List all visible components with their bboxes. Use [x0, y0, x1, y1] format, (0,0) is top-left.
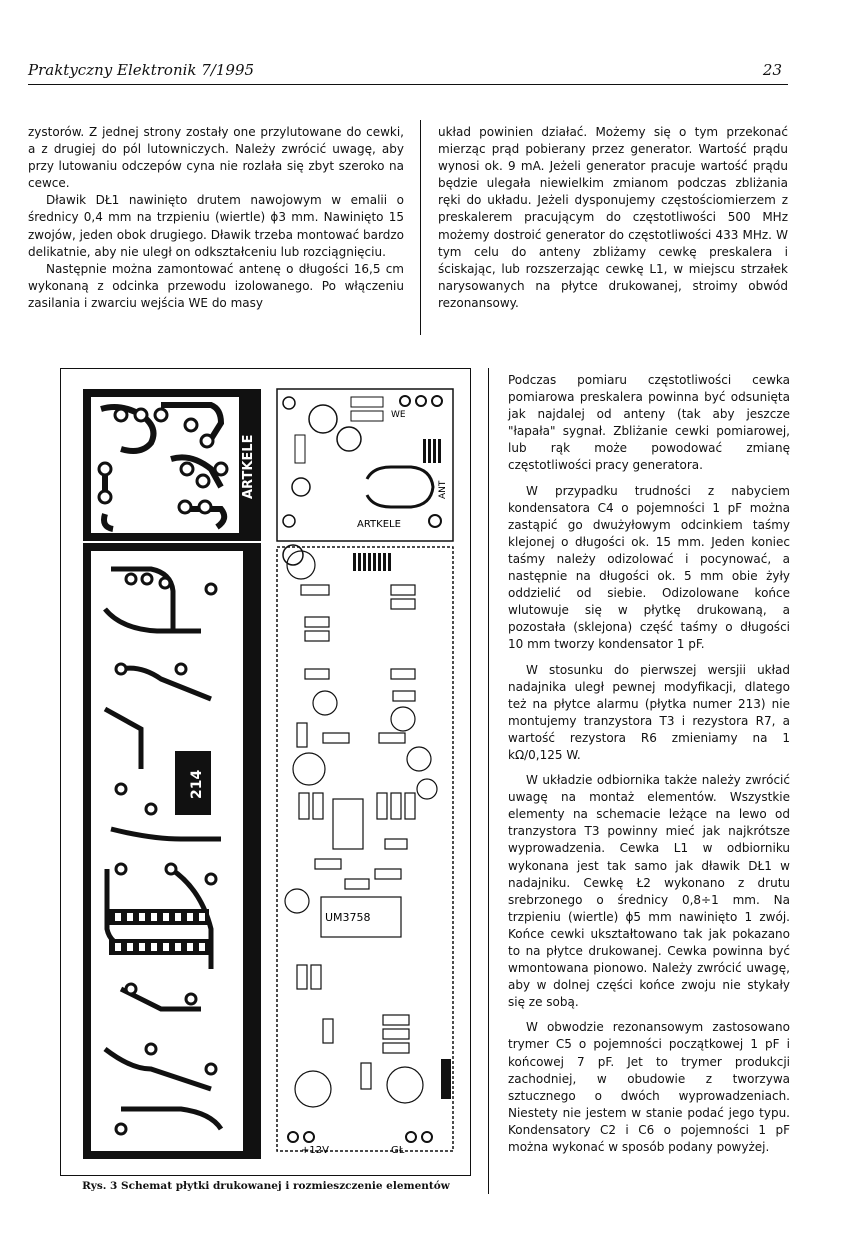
paragraph: Dławik DŁ1 nawinięto drutem nawojowym w emalii o średnicy 0,4 mm na trzpieniu (wiertle) ϕ3 mm. Nawinięto 15 zwojów, jeden obok drugiego. Dławik trzeba montować bardzo delikatnie, aby nie uległ on odkształceniu lub rozciągnięciu. — [28, 193, 404, 259]
small-component-layout — [277, 389, 453, 541]
large-board-label: 214 — [189, 769, 205, 799]
paragraph: zystorów. Z jednej strony zostały one przylutowane do cewki, a z drugiej do pól lutowniczych. Należy zwrócić uwagę, aby przy lutowaniu odczepów cyna nie rozlała się zbyt szeroko na cewce. — [28, 125, 404, 191]
supply-label: +12V — [301, 1145, 329, 1156]
paragraph: W układzie odbiornika także należy zwrócić uwagę na montaż elementów. Wszystkie elementy na schemacie leżące na lewo od tranzystora T3 powinny mieć jak najkrótsze wyprowadzenia. Cewka L1 w odbiorniku wykonana jest tak samo jak dławik DŁ1 w nadajniku. Cewkę Ł2 wykonano z drutu srebrzonego o średnicy 0,8÷1 mm. Na trzpieniu (wiertle) ϕ5 mm nawinięto 1 zwój. Końce cewki ukształtowano tak jak pokazano to na płytce drukowanej. Cewka powinna być wmontowana pionowo. Należy zwrócić uwagę, aby w dolnej części końce zwoju nie stykały się ze sobą. — [508, 773, 790, 1010]
header-rule — [28, 84, 788, 85]
top-we-label: WE — [391, 410, 406, 420]
layout-artkele-label: ARTKELE — [357, 519, 401, 530]
top-ant-label: ANT — [438, 480, 448, 499]
pcb-figure — [60, 368, 471, 1176]
left-text-column — [28, 124, 404, 312]
paragraph: W obwodzie rezonansowym zastosowano trymer C5 o pojemności początkowej 1 pF i końcowej 7 pF. Jet to trymer produkcji zachodniej, w obudowie z tworzywa sztucznego o dwóch wyprowadzeniach. Niestety nie jestem w stanie podać jego typu. Kondensatory C2 i C6 o pojemności 1 pF można wykonać w sposób podany powyżej. — [508, 1020, 790, 1155]
large-pcb-board — [83, 543, 261, 1159]
gl-label: GŁ — [391, 1145, 405, 1156]
right-text-column — [438, 124, 788, 312]
paragraph: Następnie można zamontować antenę o długości 16,5 cm wykonaną z odcinka przewodu izolowanego. Po włączeniu zasilania i zwarciu wejścia WE do masy — [28, 261, 404, 310]
paragraph: W stosunku do pierwszej wersjii układ nadajnika uległ pewnej modyfikacji, dlatego też na płytce alarmu (płytka numer 213) nie montujemy tranzystora T3 i rezystora R7, a wartość rezystora R6 zmieniamy na 1 kΩ/0,125 W. — [508, 662, 790, 762]
paragraph: Podczas pomiaru częstotliwości cewka pomiarowa preskalera powinna być odsunięta jak najdalej od anteny (tak aby jeszcze "łapała" sygnał. Zbliżanie cewki pomiarowej, lub rąk może powodować zmianę częstotliwości pracy generatora. — [508, 373, 790, 473]
small-pcb-board — [83, 389, 261, 541]
journal-title: Praktyczny Elektronik 7/1995 — [28, 61, 255, 79]
column-divider — [488, 368, 489, 1194]
ic-label: UM3758 — [325, 911, 371, 924]
page-number: 23 — [762, 61, 782, 79]
large-component-layout — [277, 545, 453, 1156]
paragraph: W przypadku trudności z nabyciem kondensatora C4 o pojemności 1 pF można zastąpić go dwużyłowym odcinkiem taśmy klejonej o długości ok. 15 mm. Jeden koniec taśmy należy odizolować i pocynować, a następnie na długości ok. 5 mm obie żyły oddzielić od siebie. Odizolowane końce wlutowuje się w płytkę drukowaną, a pozostała (sklejona) część taśmy o długości 10 mm tworzy kondensator 1 pF. — [508, 483, 790, 652]
column-divider — [420, 120, 421, 335]
side-text-column — [508, 372, 790, 1156]
pcb-figure-drawing — [61, 369, 470, 1175]
figure-caption: Rys. 3 Schemat płytki drukowanej i rozmieszczenie elementów — [82, 1180, 450, 1192]
paragraph: układ powinien działać. Możemy się o tym przekonać mierząc prąd pobierany przez generator. Wartość prądu wynosi ok. 9 mA. Jeżeli generator pracuje wartość prądu będzie ulegała niewielkim zmianom podczas zbliżania ręki do układu. Jeżeli dysponujemy częstościomierzem z preskalerem pracującym do częstotliwości 500 MHz możemy dostroić generator do częstotliwości 433 MHz. W tym celu do anteny zbliżamy cewkę preskalera i ściskając, lub rozszerzając cewkę L1, w miejscu strzałek narysowanych na płytce drukowanej, stroimy obwód rezonansowy. — [438, 125, 788, 310]
small-board-label: ARTKELE — [241, 434, 256, 499]
component-list-top — [0, 0, 1, 1]
